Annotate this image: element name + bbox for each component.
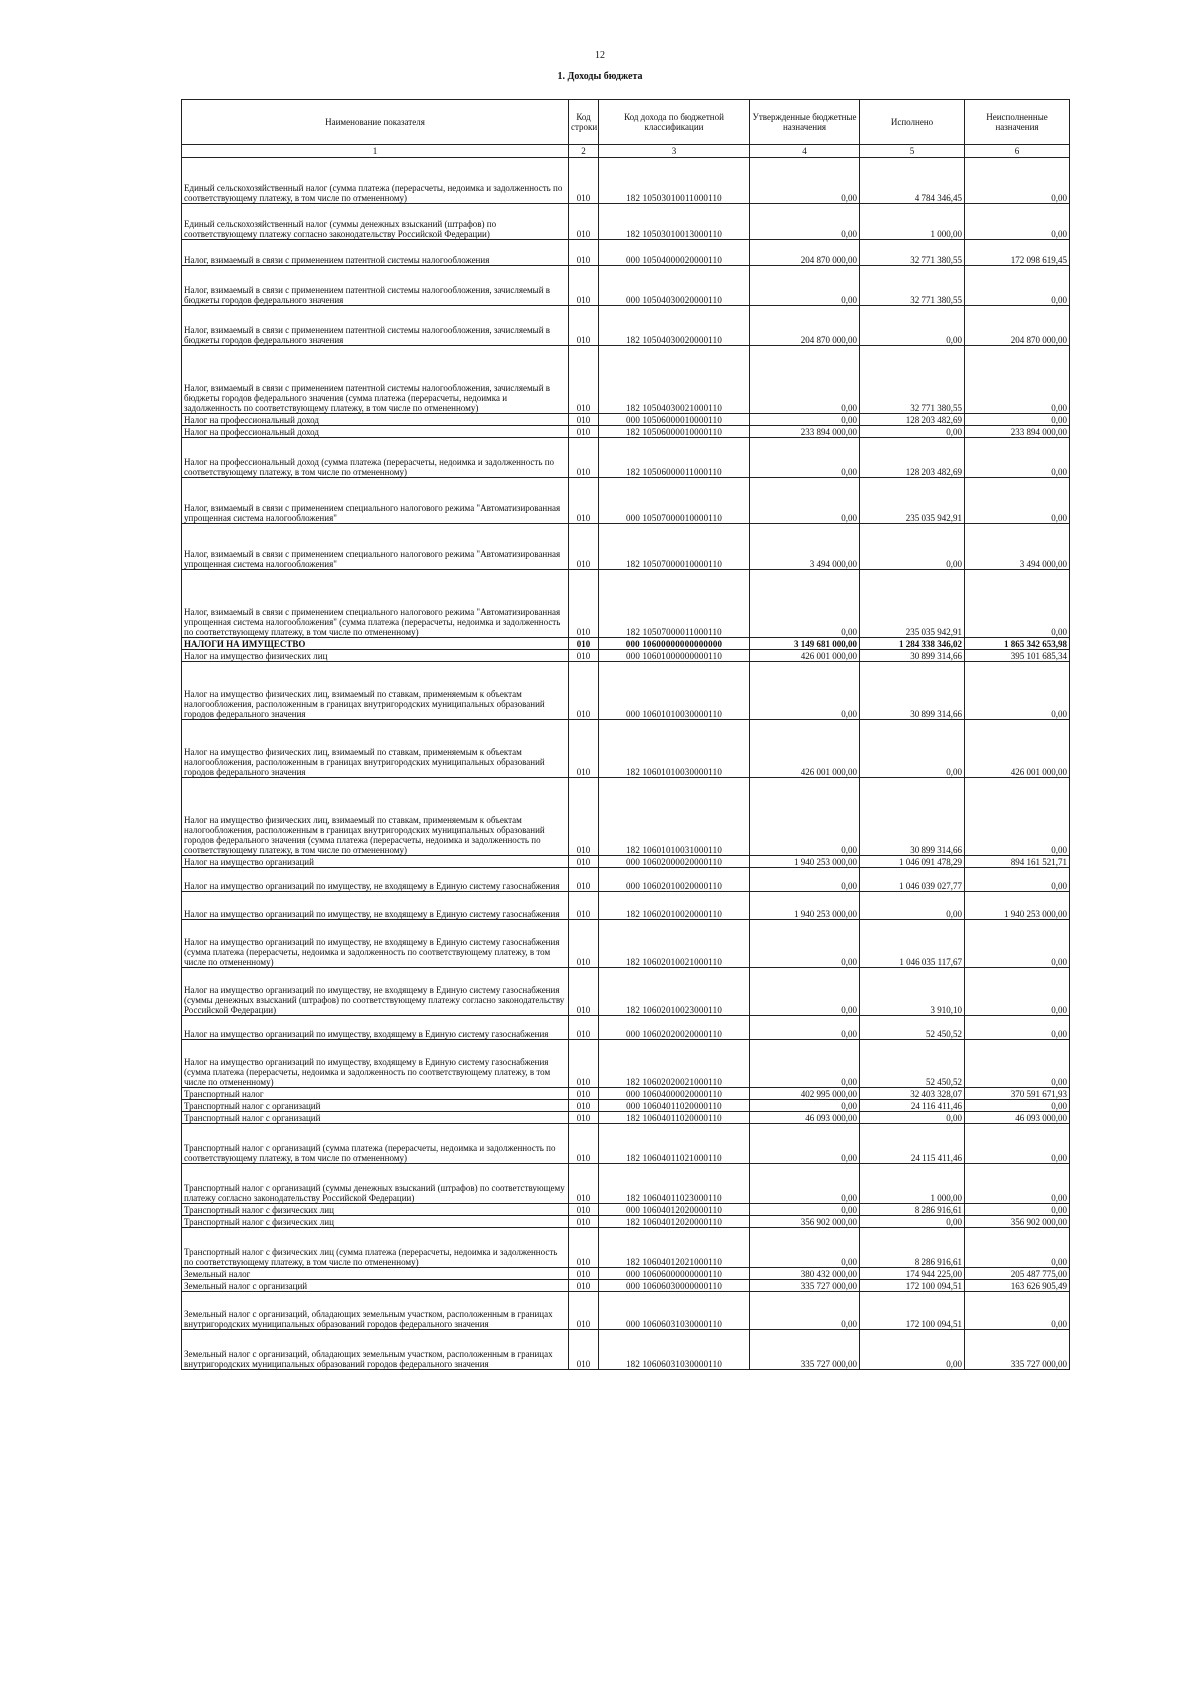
row-name: Земельный налог с организаций, обладающих земельным участком, расположенным в границах внутригородских муниципальных образований городов федерального значения — [182, 1330, 569, 1370]
table-row — [182, 1330, 1070, 1370]
row-kbk: 000 10606031030000110 — [599, 1292, 750, 1330]
row-kbk: 182 10604011023000110 — [599, 1164, 750, 1204]
table-row — [182, 1280, 1070, 1292]
row-approved: 0,00 — [750, 920, 860, 968]
table-row — [182, 1228, 1070, 1268]
row-unexecuted: 233 894 000,00 — [965, 426, 1070, 438]
table-row — [182, 438, 1070, 478]
row-code: 010 — [569, 920, 599, 968]
row-kbk: 182 10606031030000110 — [599, 1330, 750, 1370]
row-executed: 0,00 — [860, 524, 965, 570]
row-name: Налог, взимаемый в связи с применением патентной системы налогообложения — [182, 240, 569, 266]
row-kbk: 000 10604000020000110 — [599, 1088, 750, 1100]
row-name: Налог на имущество физических лиц, взимаемый по ставкам, применяемым к объектам налогообложения, расположенным в границах внутригородских муниципальных образований городов федерального значения — [182, 720, 569, 778]
table-row — [182, 868, 1070, 892]
row-name: Транспортный налог с физических лиц — [182, 1204, 569, 1216]
row-unexecuted: 46 093 000,00 — [965, 1112, 1070, 1124]
row-kbk: 182 10601010031000110 — [599, 778, 750, 856]
row-code: 010 — [569, 1100, 599, 1112]
row-approved: 0,00 — [750, 266, 860, 306]
row-unexecuted: 0,00 — [965, 204, 1070, 240]
section-title: 1. Доходы бюджета — [557, 71, 643, 82]
row-name: Единый сельскохозяйственный налог (суммы денежных взысканий (штрафов) по соответствующему платежу согласно законодательству Российской Федерации) — [182, 204, 569, 240]
row-approved: 0,00 — [750, 414, 860, 426]
row-name: Транспортный налог с организаций — [182, 1100, 569, 1112]
row-kbk: 182 10503010011000110 — [599, 158, 750, 204]
row-unexecuted: 0,00 — [965, 570, 1070, 638]
row-approved: 0,00 — [750, 438, 860, 478]
row-executed: 235 035 942,91 — [860, 478, 965, 524]
row-kbk: 000 10506000010000110 — [599, 414, 750, 426]
row-code: 010 — [569, 968, 599, 1016]
table-row — [182, 414, 1070, 426]
row-kbk: 182 10507000011000110 — [599, 570, 750, 638]
row-name: Налог, взимаемый в связи с применением специального налогового режима "Автоматизированная упрощенная система налогообложения" — [182, 524, 569, 570]
row-unexecuted: 0,00 — [965, 1100, 1070, 1112]
row-kbk: 000 10604012020000110 — [599, 1204, 750, 1216]
row-executed: 30 899 314,66 — [860, 778, 965, 856]
table-row — [182, 1100, 1070, 1112]
row-executed: 30 899 314,66 — [860, 662, 965, 720]
header-kbk: Код дохода по бюджетной классификации — [599, 100, 750, 145]
row-code: 010 — [569, 778, 599, 856]
row-kbk: 182 10503010013000110 — [599, 204, 750, 240]
table-body — [182, 158, 1070, 1370]
row-kbk: 182 10602010021000110 — [599, 920, 750, 968]
table-row — [182, 426, 1070, 438]
row-unexecuted: 3 494 000,00 — [965, 524, 1070, 570]
row-kbk: 000 10606030000000110 — [599, 1280, 750, 1292]
table-row — [182, 920, 1070, 968]
row-unexecuted: 0,00 — [965, 414, 1070, 426]
row-name: Налог на имущество организаций по имуществу, не входящему в Единую систему газоснабжения — [182, 892, 569, 920]
row-unexecuted: 0,00 — [965, 1292, 1070, 1330]
row-kbk: 000 10504030020000110 — [599, 266, 750, 306]
row-code: 010 — [569, 204, 599, 240]
row-executed: 128 203 482,69 — [860, 438, 965, 478]
table-row — [182, 968, 1070, 1016]
row-code: 010 — [569, 1330, 599, 1370]
row-kbk: 000 10606000000000110 — [599, 1268, 750, 1280]
row-executed: 0,00 — [860, 426, 965, 438]
column-number: 2 — [569, 145, 599, 158]
row-name: Налог на профессиональный доход — [182, 414, 569, 426]
row-executed: 235 035 942,91 — [860, 570, 965, 638]
row-name: Земельный налог — [182, 1268, 569, 1280]
row-unexecuted: 0,00 — [965, 1016, 1070, 1040]
row-code: 010 — [569, 570, 599, 638]
row-name: Налог на имущество организаций по имуществу, входящему в Единую систему газоснабжения — [182, 1016, 569, 1040]
table-row — [182, 306, 1070, 346]
row-kbk: 182 10504030020000110 — [599, 306, 750, 346]
row-code: 010 — [569, 1204, 599, 1216]
column-number: 1 — [182, 145, 569, 158]
table-row — [182, 204, 1070, 240]
row-executed: 0,00 — [860, 306, 965, 346]
row-approved: 0,00 — [750, 1100, 860, 1112]
row-executed: 24 115 411,46 — [860, 1124, 965, 1164]
row-kbk: 182 10601010030000110 — [599, 720, 750, 778]
row-code: 010 — [569, 426, 599, 438]
row-code: 010 — [569, 266, 599, 306]
row-kbk: 000 10602010020000110 — [599, 868, 750, 892]
table-row — [182, 720, 1070, 778]
row-kbk: 182 10602010020000110 — [599, 892, 750, 920]
row-approved: 0,00 — [750, 1040, 860, 1088]
row-unexecuted: 0,00 — [965, 1164, 1070, 1204]
row-executed: 1 284 338 346,02 — [860, 638, 965, 650]
row-executed: 0,00 — [860, 892, 965, 920]
row-kbk: 182 10602020021000110 — [599, 1040, 750, 1088]
row-unexecuted: 0,00 — [965, 662, 1070, 720]
row-kbk: 000 10507000010000110 — [599, 478, 750, 524]
row-approved: 0,00 — [750, 570, 860, 638]
row-executed: 30 899 314,66 — [860, 650, 965, 662]
row-executed: 1 000,00 — [860, 1164, 965, 1204]
row-kbk: 000 10601000000000110 — [599, 650, 750, 662]
row-executed: 32 771 380,55 — [860, 240, 965, 266]
row-unexecuted: 0,00 — [965, 1040, 1070, 1088]
table-row — [182, 650, 1070, 662]
table-row — [182, 158, 1070, 204]
table-row — [182, 1112, 1070, 1124]
row-approved: 204 870 000,00 — [750, 306, 860, 346]
row-name: Транспортный налог — [182, 1088, 569, 1100]
row-name: Налог на профессиональный доход — [182, 426, 569, 438]
row-executed: 1 046 091 478,29 — [860, 856, 965, 868]
row-code: 010 — [569, 1112, 599, 1124]
row-approved: 335 727 000,00 — [750, 1330, 860, 1370]
table-row — [182, 346, 1070, 414]
row-code: 010 — [569, 1228, 599, 1268]
table-row — [182, 524, 1070, 570]
row-name: Единый сельскохозяйственный налог (сумма платежа (перерасчеты, недоимка и задолженность по соответствующему платежу, в том числе по отмененному) — [182, 158, 569, 204]
row-approved: 0,00 — [750, 662, 860, 720]
row-kbk: 182 10504030021000110 — [599, 346, 750, 414]
row-executed: 32 771 380,55 — [860, 346, 965, 414]
row-unexecuted: 163 626 905,49 — [965, 1280, 1070, 1292]
row-approved: 0,00 — [750, 1124, 860, 1164]
table-row — [182, 1292, 1070, 1330]
row-unexecuted: 0,00 — [965, 1228, 1070, 1268]
row-name: Налог на имущество физических лиц — [182, 650, 569, 662]
row-code: 010 — [569, 662, 599, 720]
table-row — [182, 1124, 1070, 1164]
row-name: Транспортный налог с физических лиц (сумма платежа (перерасчеты, недоимка и задолженность по соответствующему платежу, в том числе по отмененному) — [182, 1228, 569, 1268]
row-unexecuted: 0,00 — [965, 920, 1070, 968]
row-unexecuted: 205 487 775,00 — [965, 1268, 1070, 1280]
row-executed: 32 403 328,07 — [860, 1088, 965, 1100]
row-approved: 0,00 — [750, 1016, 860, 1040]
row-kbk: 000 10602020020000110 — [599, 1016, 750, 1040]
row-name: Налог на имущество организаций по имуществу, не входящему в Единую систему газоснабжения — [182, 868, 569, 892]
row-code: 010 — [569, 650, 599, 662]
row-code: 010 — [569, 1292, 599, 1330]
row-kbk: 182 10506000011000110 — [599, 438, 750, 478]
row-unexecuted: 0,00 — [965, 438, 1070, 478]
row-name: Налог на имущество физических лиц, взимаемый по ставкам, применяемым к объектам налогообложения, расположенным в границах внутригородских муниципальных образований городов федерального значения (сумма платежа (перерасчеты, недоимка и задолженность по соответствующему платежу, в том числе по отмененному) — [182, 778, 569, 856]
table-header-row — [182, 100, 1070, 145]
row-approved: 0,00 — [750, 778, 860, 856]
table-row — [182, 1204, 1070, 1216]
row-code: 010 — [569, 414, 599, 426]
header-name: Наименование показателя — [182, 100, 569, 145]
row-executed: 8 286 916,61 — [860, 1204, 965, 1216]
row-kbk: 000 10504000020000110 — [599, 240, 750, 266]
row-name: Налог, взимаемый в связи с применением патентной системы налогообложения, зачисляемый в бюджеты городов федерального значения (сумма платежа (перерасчеты, недоимка и задолженность по соответствующему платежу, в том числе по отмененному) — [182, 346, 569, 414]
table-row — [182, 1164, 1070, 1204]
table-row — [182, 240, 1070, 266]
row-name: Транспортный налог с физических лиц — [182, 1216, 569, 1228]
row-name: Налог на имущество организаций по имуществу, не входящему в Единую систему газоснабжения (суммы денежных взысканий (штрафов) по соответствующему платежу согласно законодательству Российской Федерации) — [182, 968, 569, 1016]
row-unexecuted: 0,00 — [965, 968, 1070, 1016]
row-approved: 380 432 000,00 — [750, 1268, 860, 1280]
row-unexecuted: 204 870 000,00 — [965, 306, 1070, 346]
table-row — [182, 856, 1070, 868]
column-number: 4 — [750, 145, 860, 158]
row-executed: 0,00 — [860, 1216, 965, 1228]
column-number: 6 — [965, 145, 1070, 158]
row-name: Налог, взимаемый в связи с применением патентной системы налогообложения, зачисляемый в бюджеты городов федерального значения — [182, 306, 569, 346]
row-code: 010 — [569, 892, 599, 920]
header-unexecuted: Неисполненные назначения — [965, 100, 1070, 145]
row-unexecuted: 0,00 — [965, 478, 1070, 524]
table-row — [182, 266, 1070, 306]
row-unexecuted: 0,00 — [965, 778, 1070, 856]
row-approved: 1 940 253 000,00 — [750, 856, 860, 868]
row-code: 010 — [569, 868, 599, 892]
row-kbk: 182 10604011020000110 — [599, 1112, 750, 1124]
row-approved: 0,00 — [750, 158, 860, 204]
row-approved: 204 870 000,00 — [750, 240, 860, 266]
row-name: Транспортный налог с организаций (сумма платежа (перерасчеты, недоимка и задолженность по соответствующему платежу, в том числе по отмененному) — [182, 1124, 569, 1164]
row-code: 010 — [569, 638, 599, 650]
row-executed: 1 000,00 — [860, 204, 965, 240]
row-name: Налог, взимаемый в связи с применением специального налогового режима "Автоматизированная упрощенная система налогообложения" — [182, 478, 569, 524]
row-code: 010 — [569, 1280, 599, 1292]
row-code: 010 — [569, 306, 599, 346]
row-code: 010 — [569, 438, 599, 478]
row-unexecuted: 0,00 — [965, 868, 1070, 892]
row-approved: 0,00 — [750, 1204, 860, 1216]
row-executed: 0,00 — [860, 720, 965, 778]
row-executed: 1 046 039 027,77 — [860, 868, 965, 892]
row-executed: 128 203 482,69 — [860, 414, 965, 426]
row-unexecuted: 395 101 685,34 — [965, 650, 1070, 662]
row-executed: 1 046 035 117,67 — [860, 920, 965, 968]
table-row — [182, 892, 1070, 920]
row-executed: 32 771 380,55 — [860, 266, 965, 306]
row-unexecuted: 894 161 521,71 — [965, 856, 1070, 868]
row-unexecuted: 0,00 — [965, 346, 1070, 414]
row-executed: 0,00 — [860, 1330, 965, 1370]
row-name: Налог на профессиональный доход (сумма платежа (перерасчеты, недоимка и задолженность по соответствующему платежу, в том числе по отмененному) — [182, 438, 569, 478]
row-name: Налог на имущество организаций по имуществу, не входящему в Единую систему газоснабжения (сумма платежа (перерасчеты, недоимка и задолженность по соответствующему платежу, в том числе по отмененному) — [182, 920, 569, 968]
row-approved: 402 995 000,00 — [750, 1088, 860, 1100]
row-executed: 52 450,52 — [860, 1016, 965, 1040]
column-number: 3 — [599, 145, 750, 158]
row-unexecuted: 0,00 — [965, 266, 1070, 306]
row-code: 010 — [569, 1088, 599, 1100]
column-number: 5 — [860, 145, 965, 158]
row-code: 010 — [569, 1164, 599, 1204]
row-unexecuted: 1 865 342 653,98 — [965, 638, 1070, 650]
row-name: Налог на имущество физических лиц, взимаемый по ставкам, применяемым к объектам налогообложения, расположенным в границах внутригородских муниципальных образований городов федерального значения — [182, 662, 569, 720]
row-code: 010 — [569, 240, 599, 266]
row-unexecuted: 172 098 619,45 — [965, 240, 1070, 266]
header-approved: Утвержденные бюджетные назначения — [750, 100, 860, 145]
row-executed: 0,00 — [860, 1112, 965, 1124]
row-code: 010 — [569, 524, 599, 570]
row-executed: 172 100 094,51 — [860, 1292, 965, 1330]
row-unexecuted: 0,00 — [965, 1124, 1070, 1164]
row-executed: 3 910,10 — [860, 968, 965, 1016]
row-name: Налог на имущество организаций — [182, 856, 569, 868]
table-row — [182, 1088, 1070, 1100]
row-code: 010 — [569, 158, 599, 204]
revenue-table — [181, 99, 1070, 1370]
row-kbk: 182 10604012020000110 — [599, 1216, 750, 1228]
row-unexecuted: 426 001 000,00 — [965, 720, 1070, 778]
row-code: 010 — [569, 1040, 599, 1088]
row-unexecuted: 335 727 000,00 — [965, 1330, 1070, 1370]
row-code: 010 — [569, 346, 599, 414]
page-number: 12 — [595, 50, 605, 61]
row-kbk: 182 10604012021000110 — [599, 1228, 750, 1268]
row-name: Налог на имущество организаций по имуществу, входящему в Единую систему газоснабжения (сумма платежа (перерасчеты, недоимка и задолженность по соответствующему платежу, в том числе по отмененному) — [182, 1040, 569, 1088]
row-approved: 0,00 — [750, 1228, 860, 1268]
row-approved: 0,00 — [750, 868, 860, 892]
row-approved: 46 093 000,00 — [750, 1112, 860, 1124]
row-name: Земельный налог с организаций — [182, 1280, 569, 1292]
row-approved: 0,00 — [750, 346, 860, 414]
table-row — [182, 638, 1070, 650]
row-name: Транспортный налог с организаций (суммы денежных взысканий (штрафов) по соответствующему платежу согласно законодательству Российской Федерации) — [182, 1164, 569, 1204]
table-row — [182, 778, 1070, 856]
row-executed: 172 100 094,51 — [860, 1280, 965, 1292]
table-row — [182, 478, 1070, 524]
row-code: 010 — [569, 1124, 599, 1164]
row-executed: 52 450,52 — [860, 1040, 965, 1088]
row-kbk: 182 10507000010000110 — [599, 524, 750, 570]
row-executed: 8 286 916,61 — [860, 1228, 965, 1268]
header-executed: Исполнено — [860, 100, 965, 145]
row-kbk: 000 10602000020000110 — [599, 856, 750, 868]
row-approved: 0,00 — [750, 204, 860, 240]
row-executed: 24 116 411,46 — [860, 1100, 965, 1112]
table-row — [182, 1268, 1070, 1280]
row-name: НАЛОГИ НА ИМУЩЕСТВО — [182, 638, 569, 650]
row-approved: 335 727 000,00 — [750, 1280, 860, 1292]
row-unexecuted: 1 940 253 000,00 — [965, 892, 1070, 920]
table-row — [182, 1216, 1070, 1228]
row-code: 010 — [569, 1216, 599, 1228]
row-approved: 3 494 000,00 — [750, 524, 860, 570]
row-approved: 0,00 — [750, 968, 860, 1016]
row-executed: 174 944 225,00 — [860, 1268, 965, 1280]
row-code: 010 — [569, 1268, 599, 1280]
row-code: 010 — [569, 478, 599, 524]
column-number-row — [182, 145, 1070, 158]
row-approved: 0,00 — [750, 1292, 860, 1330]
row-approved: 0,00 — [750, 478, 860, 524]
row-kbk: 182 10602010023000110 — [599, 968, 750, 1016]
row-approved: 233 894 000,00 — [750, 426, 860, 438]
row-code: 010 — [569, 720, 599, 778]
row-kbk: 182 10604011021000110 — [599, 1124, 750, 1164]
table-row — [182, 570, 1070, 638]
row-kbk: 000 10604011020000110 — [599, 1100, 750, 1112]
row-unexecuted: 0,00 — [965, 158, 1070, 204]
row-approved: 1 940 253 000,00 — [750, 892, 860, 920]
row-kbk: 000 10601010030000110 — [599, 662, 750, 720]
row-unexecuted: 370 591 671,93 — [965, 1088, 1070, 1100]
row-approved: 0,00 — [750, 1164, 860, 1204]
row-approved: 426 001 000,00 — [750, 650, 860, 662]
table-row — [182, 1016, 1070, 1040]
row-kbk: 182 10506000010000110 — [599, 426, 750, 438]
row-unexecuted: 356 902 000,00 — [965, 1216, 1070, 1228]
row-code: 010 — [569, 1016, 599, 1040]
row-kbk: 000 10600000000000000 — [599, 638, 750, 650]
row-unexecuted: 0,00 — [965, 1204, 1070, 1216]
table-row — [182, 1040, 1070, 1088]
row-executed: 4 784 346,45 — [860, 158, 965, 204]
row-approved: 426 001 000,00 — [750, 720, 860, 778]
row-name: Земельный налог с организаций, обладающих земельным участком, расположенным в границах внутригородских муниципальных образований городов федерального значения — [182, 1292, 569, 1330]
table-row — [182, 662, 1070, 720]
row-name: Налог, взимаемый в связи с применением специального налогового режима "Автоматизированная упрощенная система налогообложения" (сумма платежа (перерасчеты, недоимка и задолженность по соответствующему платежу, в том числе по отмененному) — [182, 570, 569, 638]
row-code: 010 — [569, 856, 599, 868]
row-name: Налог, взимаемый в связи с применением патентной системы налогообложения, зачисляемый в бюджеты городов федерального значения — [182, 266, 569, 306]
row-name: Транспортный налог с организаций — [182, 1112, 569, 1124]
header-row-code: Код строки — [569, 100, 599, 145]
row-approved: 3 149 681 000,00 — [750, 638, 860, 650]
row-approved: 356 902 000,00 — [750, 1216, 860, 1228]
